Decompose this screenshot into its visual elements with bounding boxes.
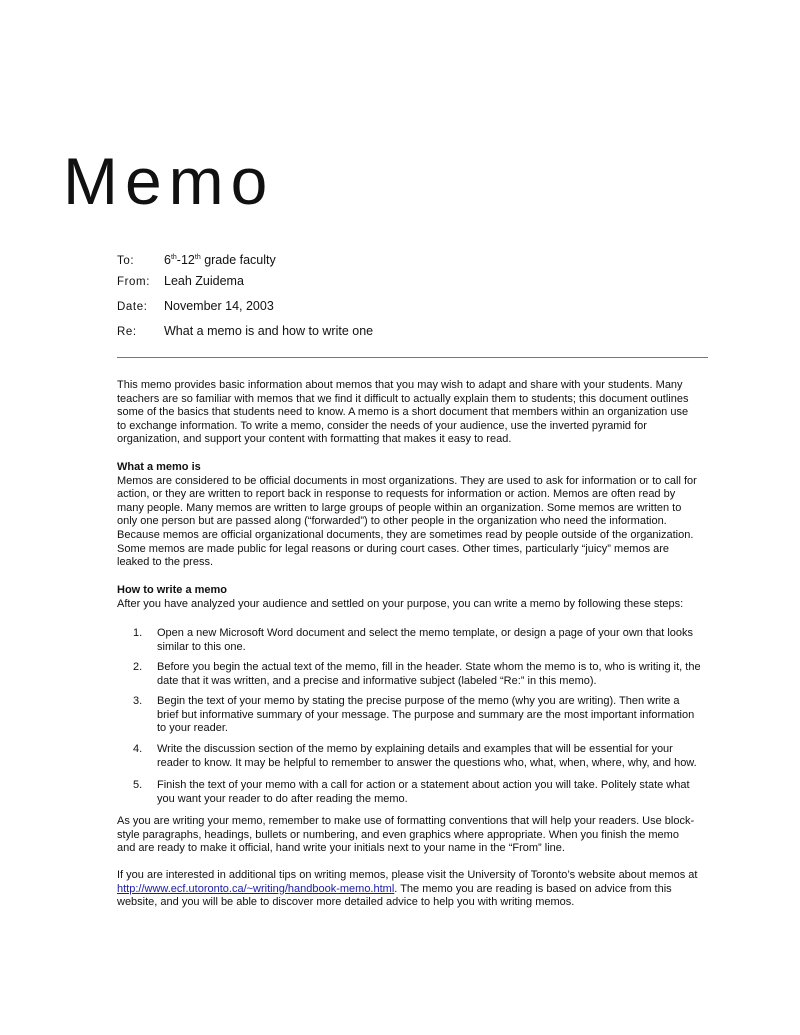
text-line: style paragraphs, headings, bullets or numbering, and even graphics where appropriate. When you finish the memo [117, 828, 679, 841]
list-number: 4. [133, 743, 143, 755]
text-line: Finish the text of your memo with a call for action or a statement about action you will take. Politely state what [157, 779, 690, 791]
text-line: only one person but are passed along (“forwarded”) to other people in the organization who need the information. [117, 515, 667, 528]
text-line: Memos are considered to be official documents in most organizations. They are used to ask for information or to call for [117, 474, 697, 487]
text-line: website, and you will be able to discover more detailed advice to help you with writing memos. [117, 896, 575, 909]
date-row [117, 299, 274, 315]
formatting-paragraph [117, 815, 717, 856]
text-line: As you are writing your memo, remember to make use of formatting conventions that will help your readers. Use block- [117, 815, 695, 827]
section-what-a-memo-is [117, 461, 717, 570]
text-line: organization, and support your content with formatting that makes it easy to read. [117, 433, 512, 446]
section-body [117, 475, 717, 570]
list-text [157, 695, 694, 736]
section-heading: How to write a memo [117, 584, 228, 596]
text-line: some of the basics that students need to know. A memo is a short document that members within an organization use [117, 406, 689, 419]
text-line: leaked to the press. [117, 556, 214, 569]
from-value: Leah Zuidema [164, 274, 244, 288]
re-label: Re: [117, 326, 137, 338]
list-text [157, 661, 701, 688]
text-line: Open a new Microsoft Word document and select the memo template, or design a page of your own that looks [157, 627, 694, 639]
text-line: Some memos are made public for legal reasons or during court cases. Other times, particularly “juicy” memos are [117, 542, 670, 555]
text-line: you want your reader to do after reading the memo. [157, 792, 408, 805]
from-label: From: [117, 276, 151, 288]
text-line: . The memo you are reading is based on advice from this [394, 882, 672, 895]
to-label: To: [117, 255, 135, 267]
text-line: If you are interested in additional tips on writing memos, please visit the University of Toronto’s website about memos at [117, 869, 698, 881]
text-line: Because memos are official organizational documents, they are sometimes read by people outside of the organization. [117, 528, 694, 541]
intro-paragraph [117, 379, 717, 447]
text-line: brief but informative summary of your message. The purpose and summary are the most important information [157, 708, 695, 721]
list-number: 5. [133, 779, 143, 791]
text-line: to your reader. [157, 722, 228, 735]
section-how-to-write [117, 584, 717, 611]
to-value: 6th-12th grade faculty [164, 253, 276, 267]
text-line: reader to know. It may be helpful to remember to answer the questions who, what, when, where, why, and how. [157, 756, 697, 769]
re-row [117, 324, 373, 340]
section-heading: What a memo is [117, 461, 201, 473]
list-number: 2. [133, 661, 143, 673]
from-row [117, 274, 244, 290]
to-row [117, 250, 276, 269]
list-text [157, 627, 693, 654]
text-line: to exchange information. To write a memo, consider the needs of your audience, use the inverted pyramid for [117, 419, 647, 432]
closing-paragraph [117, 869, 717, 910]
list-number: 1. [133, 627, 143, 639]
memo-handbook-link[interactable]: http://www.ecf.utoronto.ca/~writing/handbook-memo.html [117, 882, 395, 895]
text-line: many people. Many memos are written to large groups of people within an organization. Some memos are written to [117, 501, 682, 514]
list-number: 3. [133, 695, 143, 707]
list-text [157, 743, 697, 770]
text-line: teachers are so familiar with memos that we find it difficult to actually explain them to students; this document outlines [117, 392, 689, 405]
text-line: Before you begin the actual text of the memo, fill in the header. State whom the memo is to, who is writing it, the [157, 661, 701, 673]
text-line: similar to this one. [157, 640, 246, 653]
memo-title: Memo [63, 144, 275, 218]
header-divider [117, 357, 708, 358]
text-line: Write the discussion section of the memo by explaining details and examples that will be essential for your [157, 743, 673, 755]
text-line: After you have analyzed your audience and settled on your purpose, you can write a memo by following these steps: [117, 597, 684, 610]
text-line: This memo provides basic information about memos that you may wish to adapt and share with your students. Many [117, 379, 683, 391]
text-line: date that it was written, and a precise and informative subject (labeled “Re:” in this memo). [157, 674, 597, 687]
date-value: November 14, 2003 [164, 299, 274, 313]
text-line: action, or they are written to report back in response to requests for information or action. Memos are often read by [117, 488, 676, 501]
section-body [117, 598, 717, 612]
date-label: Date: [117, 301, 148, 313]
re-value: What a memo is and how to write one [164, 324, 374, 338]
text-line: and are ready to make it official, hand write your initials next to your name in the “From” line. [117, 842, 565, 855]
text-line: Begin the text of your memo by stating the precise purpose of the memo (why you are writing). Then write a [157, 695, 680, 707]
list-text [157, 779, 690, 806]
